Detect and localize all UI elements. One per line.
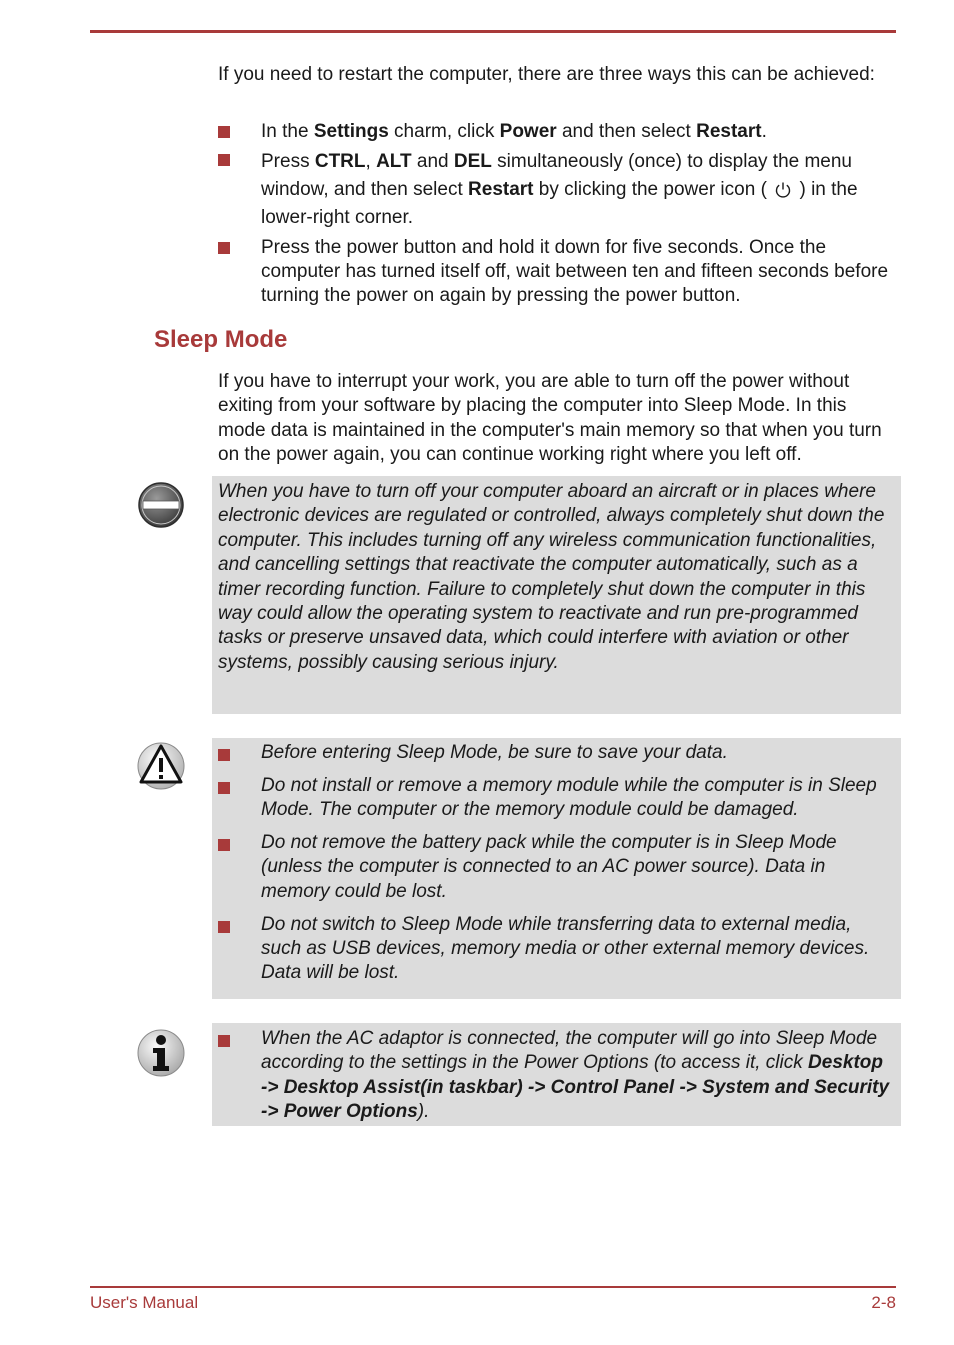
header-rule <box>90 30 896 33</box>
power-icon <box>774 181 792 199</box>
caution-item-text: Do not switch to Sleep Mode while transferring data to external media, such as USB devices, memory media or other external memory devices. Data will be lost. <box>261 913 870 984</box>
restart-method-power-button <box>218 236 898 308</box>
section-title-sleep-mode: Sleep Mode <box>154 326 288 353</box>
info-item-text <box>261 1028 889 1122</box>
bullet-square <box>218 154 230 166</box>
caution-item <box>218 774 894 823</box>
footer-rule <box>90 1286 896 1288</box>
bold-text: ALT <box>376 151 412 172</box>
stop-note-box <box>212 476 901 714</box>
text-run: by clicking the power icon ( <box>533 179 773 200</box>
info-item <box>218 1027 894 1125</box>
restart-method-ctrl-alt-del <box>218 148 898 232</box>
bold-text: CTRL <box>314 151 366 172</box>
caution-item <box>218 913 894 986</box>
bullet-square <box>218 839 230 851</box>
info-icon <box>136 1028 186 1078</box>
sleep-mode-paragraph: If you have to interrupt your work, you are able to turn off the power without exiting from your software by placing the computer into Sleep Mode. In this mode data is maintained in the computer's main memory so that when you turn on the power again, you can continue working right where you left off. <box>218 371 882 466</box>
restart-method-text <box>261 121 767 142</box>
caution-item-text: Do not install or remove a memory module while the computer is in Sleep Mode. The computer or the memory module could be damaged. <box>261 774 877 821</box>
caution-note-box <box>212 738 901 999</box>
info-list <box>218 1027 894 1125</box>
text-run: Press the power button and hold it down for five seconds. Once the computer has turned itself off, wait between ten and fifteen seconds before turning the power on again by pressing the power button. <box>261 237 889 306</box>
bold-text: DEL <box>453 151 492 172</box>
intro-text: If you need to restart the computer, there are three ways this can be achieved: <box>218 64 875 85</box>
caution-item <box>218 831 894 904</box>
bold-text: Restart <box>696 121 762 142</box>
caution-item <box>218 741 894 765</box>
footer-page-number: 2-8 <box>871 1293 896 1312</box>
bullet-square <box>218 782 230 794</box>
restart-method-text <box>261 151 858 228</box>
bold-text: Power <box>499 121 557 142</box>
bullet-square <box>218 242 230 254</box>
bullet-square <box>218 749 230 761</box>
restart-method-text <box>261 237 888 306</box>
bold-text: Restart <box>468 179 534 200</box>
text-run: , <box>365 151 377 172</box>
info-note-box <box>212 1023 901 1126</box>
caution-item-text: Before entering Sleep Mode, be sure to save your data. <box>261 742 728 763</box>
text-run: Press <box>261 151 315 172</box>
bold-text: Desktop -> Desktop Assist(in taskbar) -> Control Panel -> System and Security -> Power Options <box>261 1052 890 1123</box>
bullet-square <box>218 1035 230 1047</box>
caution-list <box>218 741 894 994</box>
text-run: ) in the lower-right corner. <box>261 179 858 228</box>
bullet-square <box>218 921 230 933</box>
stop-icon <box>136 480 186 530</box>
restart-method-settings <box>218 120 898 144</box>
text-run: and <box>411 151 454 172</box>
footer-manual-title: User's Manual <box>90 1293 199 1312</box>
stop-note-text: When you have to turn off your computer aboard an aircraft or in places where electronic devices are regulated or controlled, always completely shut down the computer. This includes turning off any wireless communication functionalities, and cancelling settings that reactivate the computer automatically, such as a timer recording function. Failure to completely shut down the computer in this way could allow the operating system to reactivate and run pre-programmed tasks or preserve unsaved data, which could interfere with aviation or other systems, possibly causing serious injury. <box>218 481 885 673</box>
caution-item-text: Do not remove the battery pack while the computer is in Sleep Mode (unless the computer is connected to an AC power source). Data in memory could be lost. <box>261 832 837 902</box>
text-run: and then select <box>556 121 697 142</box>
bold-text: Settings <box>313 121 389 142</box>
text-run: In the <box>261 121 314 142</box>
warning-icon <box>136 741 186 791</box>
text-run: . <box>761 121 767 142</box>
text-run: When the AC adaptor is connected, the computer will go into Sleep Mode according to the settings in the Power Options (to access it, click <box>261 1028 878 1074</box>
bullet-square <box>218 126 230 138</box>
restart-methods-list <box>218 120 898 312</box>
text-run: ). <box>417 1101 430 1123</box>
text-run: simultaneously (once) to display the menu window, and then select <box>261 151 853 200</box>
text-run: charm, click <box>388 121 500 142</box>
